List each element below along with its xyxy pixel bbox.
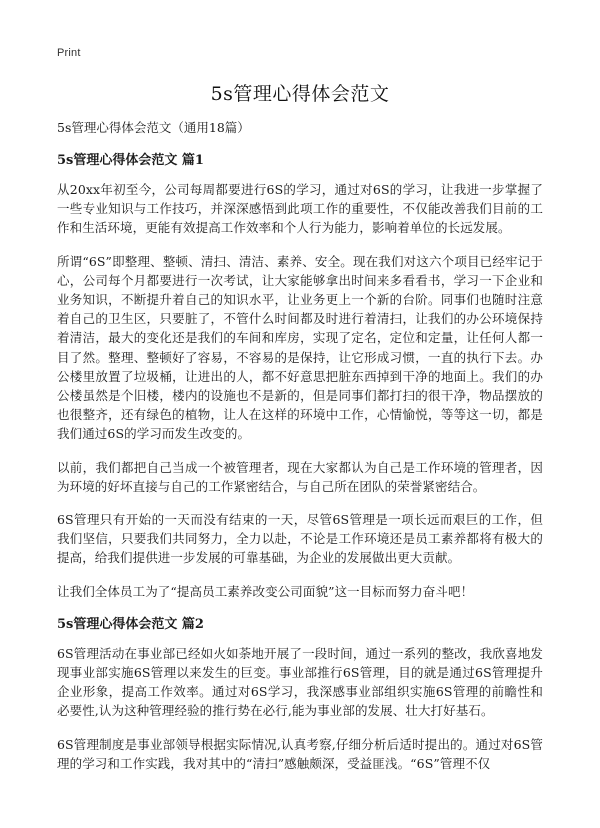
section-1 (57, 151, 543, 601)
document-title: 5s管理心得体会范文 (210, 83, 390, 105)
paragraph: 以前，我们都把自己当成一个被管理者，现在大家都认为自己是工作环境的管理者，因为环境的好坏直接与自己的工作紧密结合，与自己所在团队的荣誉紧密结合。 (57, 459, 543, 494)
section-2 (57, 615, 543, 773)
paragraph: 6S管理制度是事业部领导根据实际情况,认真考察,仔细分析后适时提出的。通过对6S管理的学习和工作实践，我对其中的“清扫”感触颇深，受益匪浅。“6S”管理不仅 (57, 736, 543, 771)
paragraph: 6S管理只有开始的一天而没有结束的一天，尽管6S管理是一项长远而艰巨的工作，但我们坚信，只要我们共同努力，全力以赴，不论是工作环境还是员工素养都将有极大的提高，给我们提供进一步发展的可靠基础，为企业的发展做出更大贡献。 (57, 512, 543, 566)
paragraph: 让我们全体员工为了“提高员工素养改变公司面貌”这一目标而努力奋斗吧！ (57, 583, 474, 599)
paragraph: 6S管理活动在事业部已经如火如荼地开展了一段时间，通过一系列的整改，我欣喜地发现事业部实施6S管理以来发生的巨变。事业部推行6S管理，目的就是通过6S管理提升企业形象，提高工作效率。通过对6S学习，我深感事业部组织实施6S管理的前瞻性和必要性,认为这种管理经验的推行势在必行,能为事业部的发展、壮大打好基石。 (57, 645, 543, 719)
section-heading: 5s管理心得体会范文 篇1 (57, 153, 204, 168)
document-body (57, 118, 543, 787)
document-subtitle: 5s管理心得体会范文（通用18篇） (57, 120, 250, 135)
paragraph: 从20xx年初至今，公司每周都要进行6S的学习，通过对6S的学习，让我进一步掌握了一些专业知识与工作技巧，并深深感悟到此项工作的重要性，不仅能改善我们目前的工作和生活环境，更能有效提高工作效率和个人行为能力，影响着单位的长远发展。 (57, 182, 543, 236)
print-link[interactable]: Print (57, 47, 81, 59)
paragraph: 所谓“6S”即整理、整顿、清扫、清洁、素养、安全。现在我们对这六个项目已经牢记于心，公司每个月都要进行一次考试，让大家能够拿出时间来多看看书，学习一下企业和业务知识，不断提升着自己的知识水平，让业务更上一个新的台阶。同事们也随时注意着自己的卫生区，只要脏了，不管什么时间都及时进行着清扫，让我们的办公环境保持着清洁，最大的变化还是我们的车间和库房，实现了定名，定位和定量，让任何人都一目了然。整理、整顿好了容易，不容易的是保持，让它形成习惯，一直的执行下去。办公楼里放置了垃圾桶，让进出的人，都不好意思把脏东西掉到干净的地面上。我们的办公楼虽然是个旧楼，楼内的设施也不是新的，但是同事们都打扫的很干净，物品摆放的也很整齐，还有绿色的植物，让人在这样的环境中工作，心情愉悦，等等这一切，都是我们通过6S的学习而发生改变的。 (57, 253, 543, 442)
section-heading: 5s管理心得体会范文 篇2 (57, 616, 204, 632)
